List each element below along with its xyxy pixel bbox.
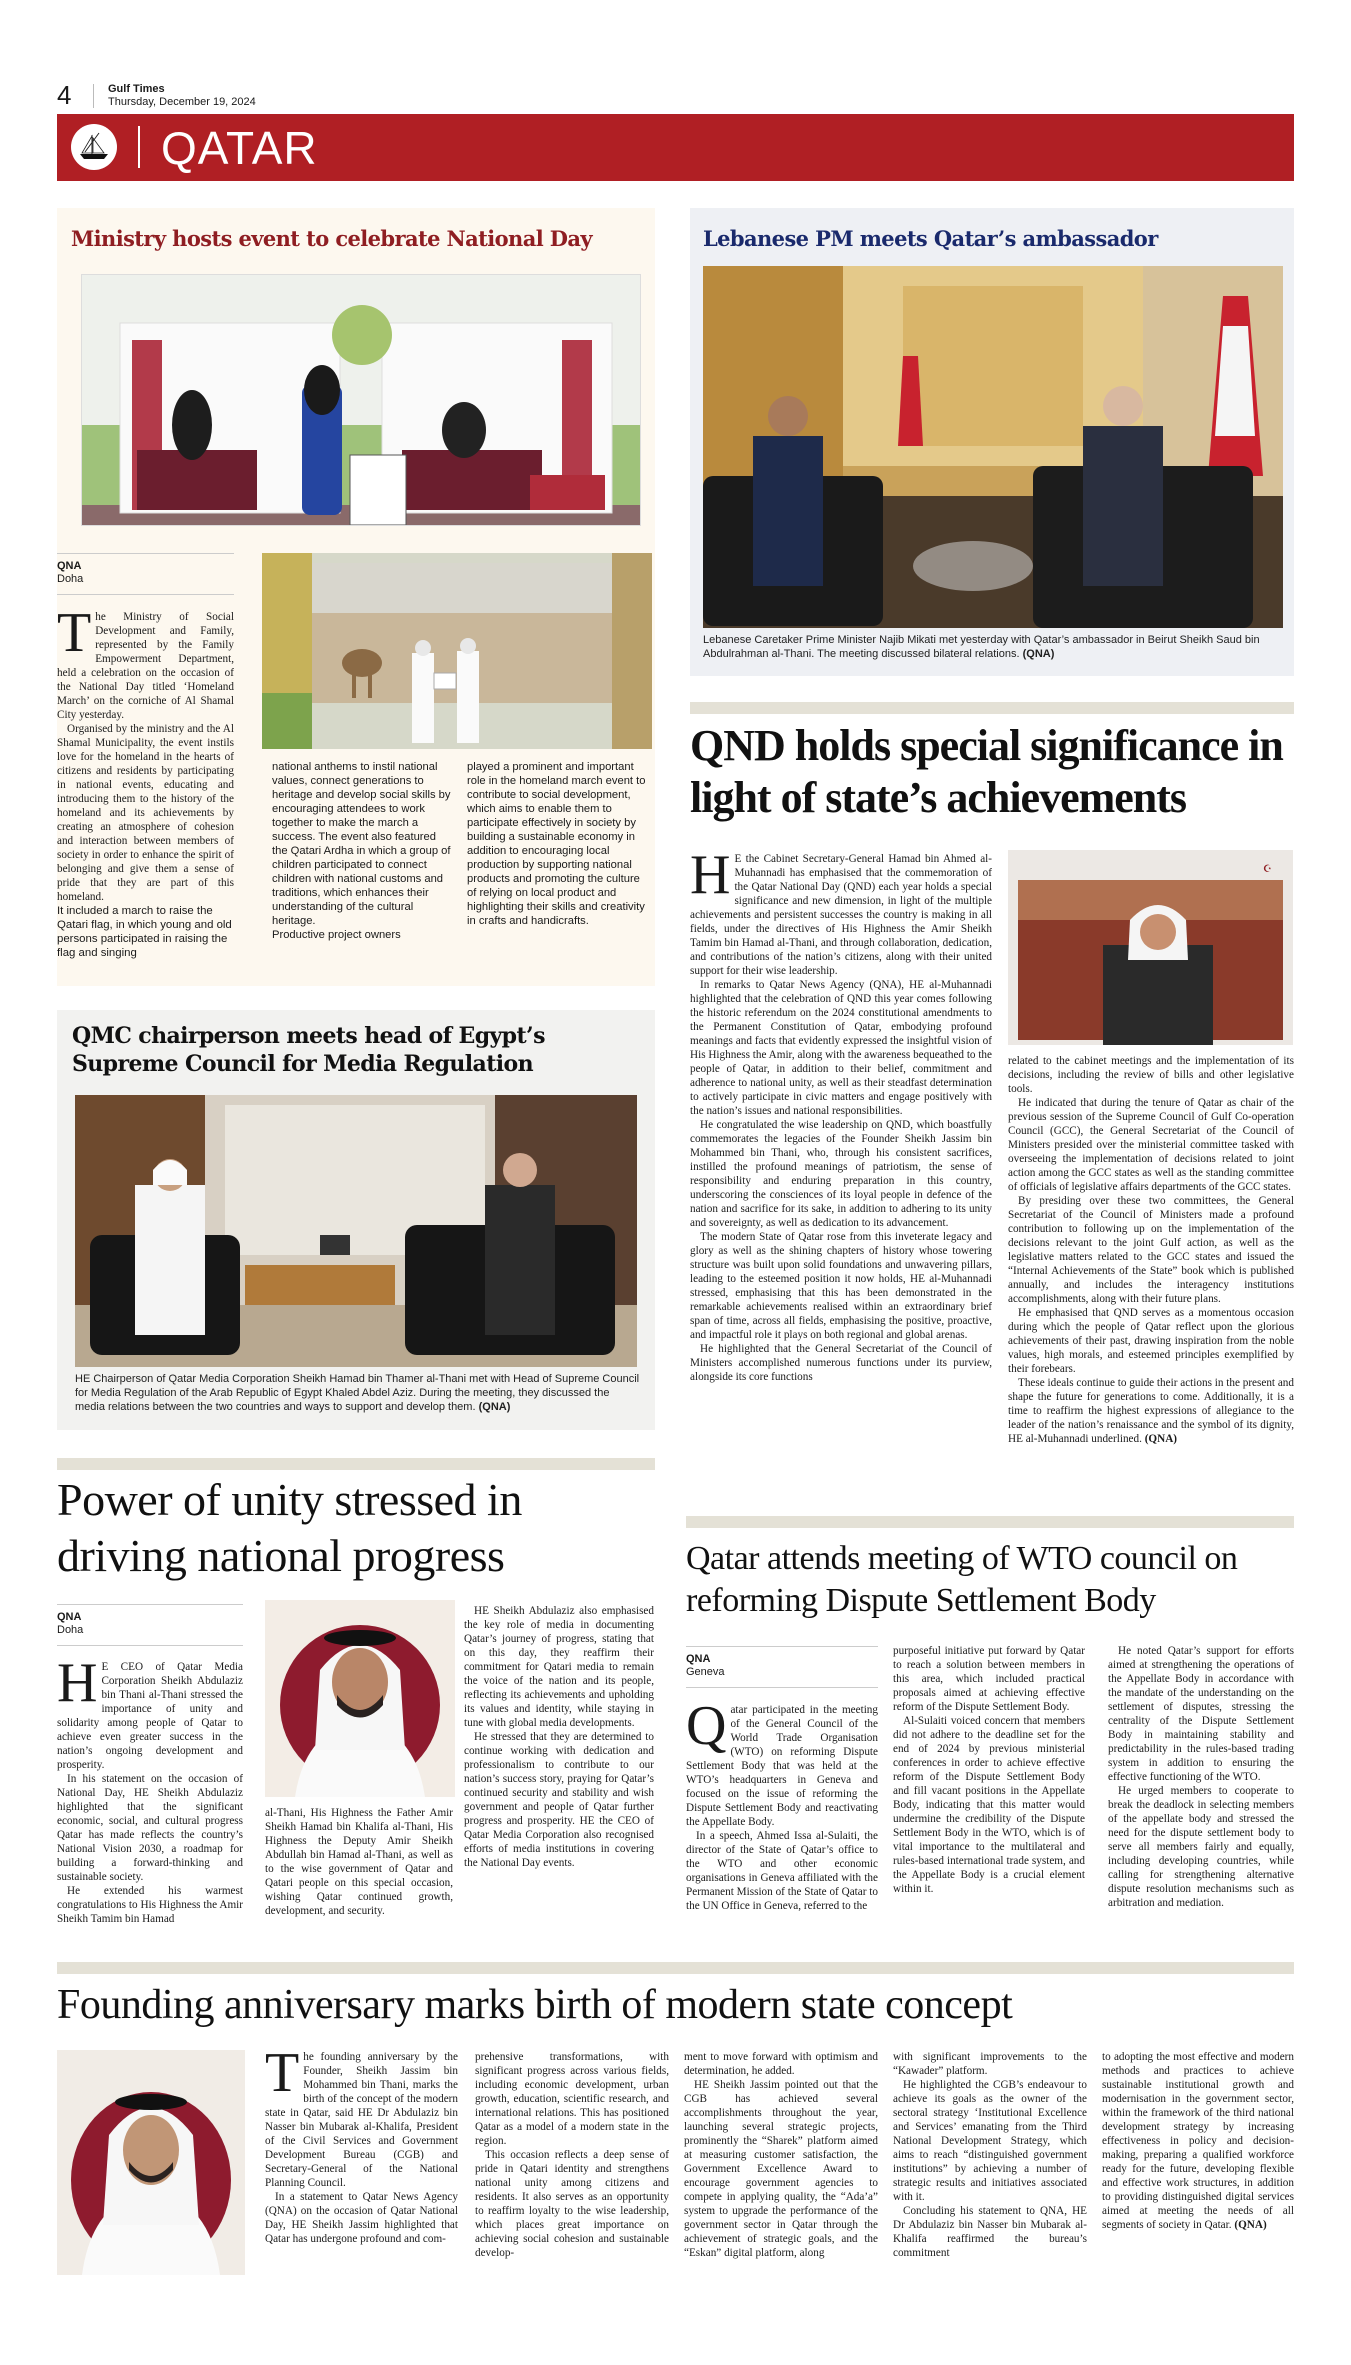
qnd-headline: QND holds special significance in light of state’s achievements <box>690 721 1283 822</box>
ministry-photo-stalls <box>81 274 641 526</box>
wto-col1: Qatar participated in the meeting of the General Council of the World Trade Organisation (WTO) on reforming Dispute Settlement Body that was held at the WTO’s headquarters in Geneva and focused on the issue of reforming the Dispute Settlement Body and reactivating the Appellate Body. In a speech, Ahmed Issa al-Sulaiti, the director of the State of Qatar’s office to the WTO and other economic organisations in Geneva affiliated with the Permanent Mission of the State of Qatar to the UN Office in Geneva, referred to the <box>686 1695 878 1912</box>
masthead-divider <box>93 84 94 108</box>
lebanon-photo <box>703 266 1283 628</box>
qnd-col-main: H E the Cabinet Secretary-General Hamad bin Ahmed al-Muhannadi has emphasised that the commemoration of the Qatar National Day (QND) each year holds a special significance and new dimension, in light of the multiple achievements and persistent successes the country is making in all fields, under the directives of His Highness the Amir Sheikh Tamim bin Hamad al-Thani, and through collaboration, dedication, and contributions of the nation’s citizens, along with their united support for their wise leadership. In remarks to Qatar News Agency (QNA), HE al-Muhannadi highlighted that the celebration of QND this year comes following the historic referendum on the 2024 constitutional amendments to the Permanent Constitution of Qatar, embodying profound meanings and facts that evidently expressed the insightful vision of His Highness the Amir, along with the awareness bequeathed to the people of Qatar, in addition to their belief, commitment and adherence to national unity, as well as their steadfast determination to actively participate in civic matters and engage positively with the nation’s issues and national responsibilities. He congratulated the wise leadership on QND, which boastfully commemorates the legacies of the Founder Sheikh Jassim bin Mohammed bin Thani, who, through his consistent sacrifices, instilled the profound meanings of patriotism, the sense of responsibility and enduring preparation in this country, underscoring the consciences of its loyal people in defence of the nation and sacrifice for its sake, in addition to adhering to its unity and sovereignty, as well as dedication to its advancement. The modern State of Qatar rose from this inveterate legacy and glory as well as the shining chapters of history whose towering structure was built upon solid foundations and unwavering pillars, leading to the esteemed position it now holds, HE al-Muhannadi stressed, emphasising that this has been demonstrated in the remarkable achievements realised within an extraordinary brief span of time, across all fields, emphasising the positive, proactive, and impactful role it plays on both regional and global arenas. He highlighted that the General Secretariat of the Council of Ministers accomplished numerous functions under its purview, alongside its core functions <box>690 844 992 1383</box>
unity-headline: Power of unity stressed in driving national progress <box>57 1474 522 1581</box>
wto-byline <box>686 1646 878 1688</box>
section-title: QATAR <box>161 122 318 174</box>
qnd-top-rule <box>690 702 1294 714</box>
byline-agency: QNA <box>57 560 82 572</box>
drop-cap: H <box>57 1652 98 1714</box>
unity-portrait <box>265 1600 455 1797</box>
qnd-credit: (QNA) <box>1144 1433 1178 1445</box>
drop-cap: H <box>690 844 731 906</box>
lebanon-caption: Lebanese Caretaker Prime Minister Najib Mikati met yesterday with Qatar’s ambassador in Beirut Sheikh Saud bin Abdulrahman al-Thani. The meeting discussed bilateral relations. (QNA) <box>703 634 1260 660</box>
page-number: 4 <box>57 80 72 110</box>
publication-name: Gulf Times <box>108 83 165 95</box>
svg-text:☪: ☪ <box>1263 864 1272 875</box>
unity-col3: HE Sheikh Abdulaziz also emphasised the key role of media in documenting Qatar’s journey of progress, stating that on this day, they reaffirm their commitment for Qatari media to remain the voice of the nation and its people, reflecting its achievements and upholding its values and identity, while staying in tune with global media developments. He stressed that they are determined to continue working with dedication and professionalism to contribute to our nation’s success story, praying for Qatar’s continued security and stability and wish government and people of Qatar further progress and prosperity. HE the CEO of Qatar Media Corporation also recognised efforts of media institutions in covering the National Day events. <box>464 1605 654 1869</box>
unity-top-rule <box>57 1458 655 1470</box>
founding-top-rule <box>57 1962 1294 1974</box>
qnd-photo <box>1008 850 1293 1045</box>
ministry-col2: national anthems to instil national values, connect generations to heritage and develop social skills by encouraging attendees to work together to make the march a success. The event also featured the Qatari Ardha in which a group of children participated to connect children with national customs and traditions, which enhances their understanding of the cultural heritage. Productive project owners <box>272 761 451 941</box>
byline-place: Geneva <box>686 1666 725 1678</box>
wto-col3: He noted Qatar’s support for efforts aimed at strengthening the operations of the Appellate Body in accordance with the mandate of the understanding on the settlement of disputes, stressing the centrality of the Dispute Settlement Body in maintaining stability and predictability in the rules-based trading system in addition to ensuring the effective functioning of the WTO. He urged members to cooperate to break the deadlock in selecting members of the appellate body and stressed the need for the dispute settlement body to serve all members fairly and equally, including developing countries, while calling for strengthening alternative dispute resolution mechanisms such as arbitration and mediation. <box>1108 1645 1294 1909</box>
byline-place: Doha <box>57 1624 84 1636</box>
founding-headline: Founding anniversary marks birth of modern state concept <box>57 1982 1013 2028</box>
wto-col2: purposeful initiative put forward by Qatar to reach a solution between members in this area, which included practical proposals aimed at achieving effective reform of the Dispute Settlement Body. Al-Sulaiti voiced concern that members did not adhere to the deadline set for the end of 2024 by previous ministerial conferences in order to achieve effective reform of the Dispute Settlement Body and fill vacant positions in the Appellate Body, indicating that this matter would undermine the credibility of the Dispute Settlement Body in the WTO, which is of vital importance to the multilateral and rules-based international trade system, and the Appellate Body is a crucial element within it. <box>893 1645 1085 1895</box>
ministry-col3: played a prominent and important role in the homeland march event to contribute to social development, which aims to enable them to participate effectively in society by building a sustainable economy in addition to encouraging local production by supporting national products and promoting the culture of relying on local product and highlighting their skills and creativity in crafts and handicrafts. <box>467 761 646 927</box>
byline-place: Doha <box>57 573 84 585</box>
dhow-boat-icon <box>71 124 117 170</box>
unity-col1: H E CEO of Qatar Media Corporation Sheikh Abdulaziz bin Thani al-Thani stressed the importance of unity and solidarity among people of Qatar to achieve even greater success in the nation’s ongoing development and prosperity. In his statement on the occasion of National Day, HE Sheikh Abdulaziz highlighted that the significant economic, social, and cultural progress Qatar has made reflects the country’s National Vision 2030, a roadmap for building a forward-thinking and sustainable society. He extended his warmest congratulations to His Highness the Amir Sheikh Tamim bin Hamad <box>57 1652 243 1925</box>
ministry-article <box>57 208 655 986</box>
ministry-photo-award <box>262 553 652 749</box>
founding-portrait <box>57 2050 245 2275</box>
founding-col5: to adopting the most effective and modern methods and practices to achieve sustainable institutional growth and modernisation in the government sector, within the framework of the third national development strategy by increasing effectiveness in policy and decision-making, preparing a qualified workforce ready for the future, developing flexible and effective work structures, in addition to providing distinguished digital services aimed at meeting the needs of all segments of society in Qatar. (QNA) <box>1102 2051 1294 2231</box>
qmc-headline: QMC chairperson meets head of Egypt’s Supreme Council for Media Regulation <box>72 1023 545 1077</box>
founding-col3: ment to move forward with optimism and determination, he added. HE Sheikh Jassim pointed out that the CGB has achieved several accomplishments throughout the year, launching several strategic projects, prominently the “Sharek” platform aimed at measuring customer satisfaction, the Government Excellence Award to encourage government agencies to compete in applying quality, the “Ada’a” system to upgrade the performance of the government sector in Qatar through the achievement of strategic goals, and the “Eskan” digital platform, along <box>684 2051 878 2259</box>
qmc-article <box>57 1010 655 1430</box>
founding-col4: with significant improvements to the “Kawader” platform. He highlighted the CGB’s endeavour to achieve its goals as the owner of the sectoral strategy ‘Institutional Excellence and Services’ emanating from the Third National Development Strategy, which aims to reach “distinguished government institutions” by achieving a number of strategic results and initiatives associated with it. Concluding his statement to QNA, HE Dr Abdulaziz bin Nasser bin Mubarak al-Khalifa reaffirmed the bureau’s commitment <box>893 2051 1087 2259</box>
founding-col2: prehensive transformations, with significant progress across various fields, including economic development, urban growth, education, scientific research, and international relations. This has positioned Qatar as a model of a modern state in the region. This occasion reflects a deep sense of pride in Qatari identity and strengthens national unity among citizens and residents. It also serves as an opportunity to reaffirm loyalty to the wise leadership, which places great importance on achieving social cohesion and sustainable develop- <box>475 2051 669 2259</box>
lebanon-headline: Lebanese PM meets Qatar’s ambassador <box>703 226 1158 251</box>
ministry-headline: Ministry hosts event to celebrate National Day <box>71 226 593 251</box>
publication-date: Thursday, December 19, 2024 <box>108 96 256 108</box>
wto-top-rule <box>686 1516 1294 1528</box>
drop-cap: Q <box>686 1695 727 1757</box>
founding-credit: (QNA) <box>1234 2219 1267 2231</box>
qnd-col-right: related to the cabinet meetings and the implementation of its decisions, including the review of bills and other legislative tools. He indicated that during the tenure of Qatar as chair of the previous session of the Supreme Council of Gulf Co-operation Council (GCC), the General Secretariat of the Council of Ministers presided over the ministerial committee tasked with overseeing the implementation of decisions related to joint action among the GCC states as well as the standing committee of officials of legislative affairs departments of the GCC states. By presiding over these two committees, the General Secretariat of the Council of Ministers made a profound contribution to following up on the implementation of the decisions relevant to the joint Gulf action, as well as the legislative matters related to the GCC states and issued the “Internal Achievements of the State” book which is published annually, and includes the interagency institutions accomplishments, along with their future plans. He emphasised that QND serves as a momentous occasion during which the people of Qatar reflect upon the glorious achievements of their past, drawing inspiration from the noble values, high morals, and esteemed principles exemplified by their forebears. These ideals continue to guide their actions in the present and shape the future for generations to come. Additionally, it is a time to reaffirm the highest expressions of allegiance to the leader of the nation’s renaissance and the symbol of its dignity, HE al-Muhannadi underlined. (QNA) <box>1008 1055 1294 1445</box>
byline-agency: QNA <box>686 1653 711 1665</box>
banner-divider <box>138 126 140 168</box>
byline-agency: QNA <box>57 1611 82 1623</box>
qmc-caption: HE Chairperson of Qatar Media Corporation Sheikh Hamad bin Thamer al-Thani met with Head of Supreme Council for Media Regulation of the Arab Republic of Egypt Khaled Abdel Aziz. During the meeting, they discussed the media relations between the two countries and ways to support and develop them. (QNA) <box>75 1373 640 1413</box>
drop-cap: T <box>57 602 92 664</box>
lebanon-article <box>690 208 1294 676</box>
unity-byline <box>57 1604 243 1646</box>
unity-col2: al-Thani, His Highness the Father Amir Sheikh Hamad bin Khalifa al-Thani, His Highness the Deputy Amir Sheikh Abdullah bin Hamad al-Thani, as well as to the wise government of Qatar and Qatari people on this special occasion, wishing Qatar continued growth, development, and security. <box>265 1807 453 1917</box>
ministry-byline <box>57 553 234 595</box>
wto-headline: Qatar attends meeting of WTO council on reforming Dispute Settlement Body <box>686 1540 1238 1619</box>
drop-cap: T <box>265 2042 300 2104</box>
ministry-col1: The Ministry of Social Development and Family, represented by the Family Empowerment Department, held a celebration on the occasion of the National Day titled ‘Homeland March’ on the corniche of Al Shamal City yesterday. Organised by the ministry and the Al Shamal Municipality, the event instils love for the homeland in the hearts of citizens and residents by participating in national events, educating and introducing them to the history of the homeland and its achievements by creating an atmosphere of cohesion and interaction between members of society in order to enhance the spirit of belonging and give them a sense of pride that they are part of this homeland. It included a march to raise the Qatari flag, in which young and old persons participated in raising the flag and singing <box>57 602 234 959</box>
founding-col1: The founding anniversary by the Founder, Sheikh Jassim bin Mohammed bin Thani, marks the birth of the concept of the modern state in Qatar, said HE Dr Abdulaziz bin Nasser bin Mubarak al-Khalifa, President of the Civil Services and Government Development Bureau (CGB) and Secretary-General of the National Planning Council. In a statement to Qatar News Agency (QNA) on the occasion of Qatar National Day, HE Sheikh Jassim highlighted that Qatar has undergone profound and com- <box>265 2042 458 2245</box>
section-banner <box>57 114 1294 181</box>
qmc-photo <box>75 1095 637 1367</box>
